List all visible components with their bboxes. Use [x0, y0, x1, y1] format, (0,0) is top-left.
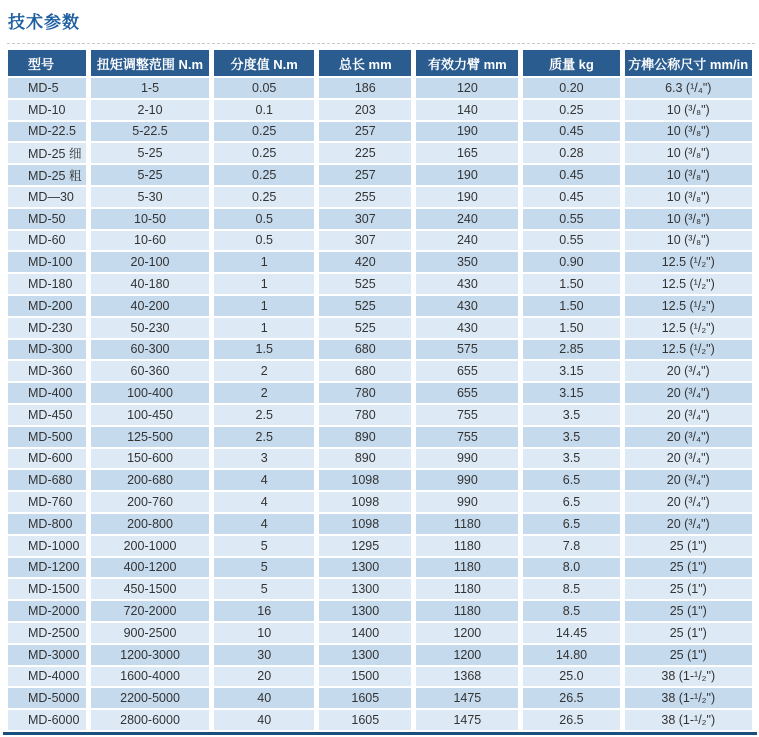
- model-cell: MD-500: [8, 427, 86, 447]
- column-header-3: 分度值 N.m: [214, 50, 314, 76]
- value-cell: 1180: [416, 536, 518, 556]
- header-row: [8, 50, 752, 76]
- value-cell: 780: [319, 405, 411, 425]
- value-cell: 0.55: [523, 231, 619, 251]
- value-cell: 5-25: [91, 143, 209, 163]
- value-cell: 10 (³/₈"): [625, 231, 753, 251]
- value-cell: 190: [416, 187, 518, 207]
- value-cell: 1098: [319, 470, 411, 490]
- value-cell: 20 (³/₄"): [625, 405, 753, 425]
- value-cell: 0.90: [523, 252, 619, 272]
- value-cell: 4: [214, 470, 314, 490]
- value-cell: 0.25: [214, 143, 314, 163]
- value-cell: 257: [319, 122, 411, 142]
- table-row: [8, 209, 752, 229]
- value-cell: 60-300: [91, 340, 209, 360]
- table-row: [8, 165, 752, 185]
- value-cell: 255: [319, 187, 411, 207]
- value-cell: 307: [319, 209, 411, 229]
- model-cell: MD-760: [8, 492, 86, 512]
- value-cell: 1300: [319, 601, 411, 621]
- model-cell: MD-1200: [8, 558, 86, 578]
- value-cell: 25 (1"): [625, 645, 753, 665]
- value-cell: 6.5: [523, 470, 619, 490]
- value-cell: 6.3 (¹/₄"): [625, 78, 753, 98]
- value-cell: 12.5 (¹/₂"): [625, 252, 753, 272]
- model-cell: MD-230: [8, 318, 86, 338]
- table-row: [8, 405, 752, 425]
- value-cell: 0.5: [214, 209, 314, 229]
- table-row: [8, 470, 752, 490]
- table-row: [8, 645, 752, 665]
- value-cell: 0.45: [523, 165, 619, 185]
- table-row: [8, 100, 752, 120]
- column-header-6: 质量 kg: [523, 50, 619, 76]
- value-cell: 190: [416, 165, 518, 185]
- column-header-5: 有效力臂 mm: [416, 50, 518, 76]
- value-cell: 26.5: [523, 710, 619, 730]
- value-cell: 20 (³/₄"): [625, 514, 753, 534]
- value-cell: 990: [416, 470, 518, 490]
- model-cell: MD-22.5: [8, 122, 86, 142]
- value-cell: 7.8: [523, 536, 619, 556]
- model-cell: MD-300: [8, 340, 86, 360]
- value-cell: 26.5: [523, 688, 619, 708]
- value-cell: 1098: [319, 492, 411, 512]
- model-cell: MD-1000: [8, 536, 86, 556]
- value-cell: 20 (³/₄"): [625, 470, 753, 490]
- value-cell: 20-100: [91, 252, 209, 272]
- table-row: [8, 143, 752, 163]
- value-cell: 100-400: [91, 383, 209, 403]
- model-cell: MD—30: [8, 187, 86, 207]
- value-cell: 10 (³/₈"): [625, 143, 753, 163]
- value-cell: 680: [319, 361, 411, 381]
- value-cell: 1475: [416, 688, 518, 708]
- spec-table: [3, 48, 757, 735]
- model-cell: MD-5: [8, 78, 86, 98]
- value-cell: 0.05: [214, 78, 314, 98]
- value-cell: 200-760: [91, 492, 209, 512]
- value-cell: 1: [214, 296, 314, 316]
- value-cell: 100-450: [91, 405, 209, 425]
- value-cell: 0.28: [523, 143, 619, 163]
- value-cell: 655: [416, 361, 518, 381]
- value-cell: 20 (³/₄"): [625, 492, 753, 512]
- value-cell: 5-22.5: [91, 122, 209, 142]
- column-header-1: 型号: [8, 50, 86, 76]
- table-row: [8, 383, 752, 403]
- value-cell: 525: [319, 318, 411, 338]
- model-cell: MD-6000: [8, 710, 86, 730]
- value-cell: 5: [214, 579, 314, 599]
- model-cell: MD-10: [8, 100, 86, 120]
- value-cell: 0.25: [214, 165, 314, 185]
- value-cell: 780: [319, 383, 411, 403]
- value-cell: 680: [319, 340, 411, 360]
- value-cell: 1.50: [523, 318, 619, 338]
- value-cell: 38 (1-¹/₂"): [625, 688, 753, 708]
- spec-table-head: [8, 50, 752, 76]
- value-cell: 990: [416, 449, 518, 469]
- value-cell: 38 (1-¹/₂"): [625, 710, 753, 730]
- value-cell: 0.25: [523, 100, 619, 120]
- value-cell: 5: [214, 558, 314, 578]
- value-cell: 2.5: [214, 427, 314, 447]
- column-header-2: 扭矩调整范围 N.m: [91, 50, 209, 76]
- value-cell: 2: [214, 383, 314, 403]
- value-cell: 450-1500: [91, 579, 209, 599]
- value-cell: 0.1: [214, 100, 314, 120]
- value-cell: 1200-3000: [91, 645, 209, 665]
- table-row: [8, 231, 752, 251]
- table-row: [8, 274, 752, 294]
- value-cell: 1368: [416, 667, 518, 687]
- value-cell: 1605: [319, 688, 411, 708]
- value-cell: 1475: [416, 710, 518, 730]
- value-cell: 1.5: [214, 340, 314, 360]
- value-cell: 0.25: [214, 122, 314, 142]
- value-cell: 1200: [416, 645, 518, 665]
- value-cell: 890: [319, 427, 411, 447]
- model-cell: MD-4000: [8, 667, 86, 687]
- column-header-7: 方榫公称尺寸 mm/in: [625, 50, 753, 76]
- value-cell: 890: [319, 449, 411, 469]
- value-cell: 1300: [319, 558, 411, 578]
- value-cell: 14.80: [523, 645, 619, 665]
- value-cell: 200-1000: [91, 536, 209, 556]
- table-row: [8, 710, 752, 730]
- value-cell: 6.5: [523, 492, 619, 512]
- value-cell: 1605: [319, 710, 411, 730]
- value-cell: 400-1200: [91, 558, 209, 578]
- value-cell: 1400: [319, 623, 411, 643]
- value-cell: 30: [214, 645, 314, 665]
- value-cell: 190: [416, 122, 518, 142]
- value-cell: 150-600: [91, 449, 209, 469]
- spec-table-body: [8, 78, 752, 730]
- table-row: [8, 623, 752, 643]
- value-cell: 0.45: [523, 122, 619, 142]
- value-cell: 140: [416, 100, 518, 120]
- value-cell: 1.50: [523, 296, 619, 316]
- value-cell: 3.15: [523, 361, 619, 381]
- model-cell: MD-5000: [8, 688, 86, 708]
- model-cell: MD-180: [8, 274, 86, 294]
- value-cell: 430: [416, 318, 518, 338]
- value-cell: 20 (³/₄"): [625, 449, 753, 469]
- value-cell: 1180: [416, 558, 518, 578]
- value-cell: 720-2000: [91, 601, 209, 621]
- model-cell: MD-360: [8, 361, 86, 381]
- value-cell: 755: [416, 405, 518, 425]
- value-cell: 6.5: [523, 514, 619, 534]
- value-cell: 1098: [319, 514, 411, 534]
- value-cell: 10 (³/₈"): [625, 165, 753, 185]
- value-cell: 990: [416, 492, 518, 512]
- value-cell: 50-230: [91, 318, 209, 338]
- model-cell: MD-400: [8, 383, 86, 403]
- page-title: 技术参数: [8, 13, 80, 32]
- value-cell: 10-60: [91, 231, 209, 251]
- value-cell: 0.55: [523, 209, 619, 229]
- value-cell: 900-2500: [91, 623, 209, 643]
- value-cell: 1500: [319, 667, 411, 687]
- table-row: [8, 558, 752, 578]
- table-row: [8, 252, 752, 272]
- value-cell: 14.45: [523, 623, 619, 643]
- value-cell: 25 (1"): [625, 558, 753, 578]
- value-cell: 420: [319, 252, 411, 272]
- table-row: [8, 449, 752, 469]
- table-row: [8, 361, 752, 381]
- value-cell: 165: [416, 143, 518, 163]
- model-cell: MD-25 细: [8, 143, 86, 163]
- model-cell: MD-60: [8, 231, 86, 251]
- value-cell: 25 (1"): [625, 601, 753, 621]
- value-cell: 4: [214, 514, 314, 534]
- value-cell: 3.15: [523, 383, 619, 403]
- value-cell: 40-200: [91, 296, 209, 316]
- value-cell: 0.45: [523, 187, 619, 207]
- value-cell: 1180: [416, 514, 518, 534]
- value-cell: 240: [416, 209, 518, 229]
- model-cell: MD-3000: [8, 645, 86, 665]
- value-cell: 2: [214, 361, 314, 381]
- value-cell: 5-25: [91, 165, 209, 185]
- value-cell: 25 (1"): [625, 623, 753, 643]
- value-cell: 240: [416, 231, 518, 251]
- table-row: [8, 122, 752, 142]
- value-cell: 1: [214, 252, 314, 272]
- value-cell: 10 (³/₈"): [625, 100, 753, 120]
- table-row: [8, 427, 752, 447]
- value-cell: 350: [416, 252, 518, 272]
- value-cell: 1200: [416, 623, 518, 643]
- table-row: [8, 492, 752, 512]
- value-cell: 16: [214, 601, 314, 621]
- value-cell: 2800-6000: [91, 710, 209, 730]
- model-cell: MD-50: [8, 209, 86, 229]
- value-cell: 12.5 (¹/₂"): [625, 274, 753, 294]
- value-cell: 25 (1"): [625, 579, 753, 599]
- value-cell: 38 (1-¹/₂"): [625, 667, 753, 687]
- value-cell: 20: [214, 667, 314, 687]
- value-cell: 200-800: [91, 514, 209, 534]
- value-cell: 1295: [319, 536, 411, 556]
- value-cell: 10-50: [91, 209, 209, 229]
- value-cell: 10 (³/₈"): [625, 187, 753, 207]
- model-cell: MD-25 粗: [8, 165, 86, 185]
- value-cell: 225: [319, 143, 411, 163]
- value-cell: 12.5 (¹/₂"): [625, 340, 753, 360]
- value-cell: 2.5: [214, 405, 314, 425]
- value-cell: 430: [416, 274, 518, 294]
- value-cell: 20 (³/₄"): [625, 427, 753, 447]
- value-cell: 10: [214, 623, 314, 643]
- value-cell: 186: [319, 78, 411, 98]
- value-cell: 8.5: [523, 579, 619, 599]
- model-cell: MD-600: [8, 449, 86, 469]
- value-cell: 1180: [416, 601, 518, 621]
- value-cell: 5-30: [91, 187, 209, 207]
- value-cell: 25.0: [523, 667, 619, 687]
- value-cell: 257: [319, 165, 411, 185]
- model-cell: MD-200: [8, 296, 86, 316]
- value-cell: 120: [416, 78, 518, 98]
- title-divider: [7, 43, 755, 44]
- value-cell: 200-680: [91, 470, 209, 490]
- column-header-4: 总长 mm: [319, 50, 411, 76]
- value-cell: 8.0: [523, 558, 619, 578]
- value-cell: 3.5: [523, 405, 619, 425]
- value-cell: 20 (³/₄"): [625, 361, 753, 381]
- table-row: [8, 296, 752, 316]
- value-cell: 525: [319, 274, 411, 294]
- value-cell: 125-500: [91, 427, 209, 447]
- value-cell: 8.5: [523, 601, 619, 621]
- table-row: [8, 688, 752, 708]
- model-cell: MD-1500: [8, 579, 86, 599]
- table-row: [8, 601, 752, 621]
- value-cell: 40: [214, 688, 314, 708]
- value-cell: 20 (³/₄"): [625, 383, 753, 403]
- model-cell: MD-2500: [8, 623, 86, 643]
- model-cell: MD-800: [8, 514, 86, 534]
- value-cell: 3: [214, 449, 314, 469]
- value-cell: 2200-5000: [91, 688, 209, 708]
- value-cell: 12.5 (¹/₂"): [625, 296, 753, 316]
- value-cell: 4: [214, 492, 314, 512]
- value-cell: 1.50: [523, 274, 619, 294]
- value-cell: 1180: [416, 579, 518, 599]
- value-cell: 525: [319, 296, 411, 316]
- table-row: [8, 187, 752, 207]
- value-cell: 40-180: [91, 274, 209, 294]
- value-cell: 2.85: [523, 340, 619, 360]
- table-row: [8, 514, 752, 534]
- value-cell: 1300: [319, 645, 411, 665]
- value-cell: 575: [416, 340, 518, 360]
- value-cell: 1300: [319, 579, 411, 599]
- value-cell: 307: [319, 231, 411, 251]
- table-row: [8, 78, 752, 98]
- value-cell: 430: [416, 296, 518, 316]
- value-cell: 655: [416, 383, 518, 403]
- value-cell: 2-10: [91, 100, 209, 120]
- value-cell: 3.5: [523, 449, 619, 469]
- value-cell: 3.5: [523, 427, 619, 447]
- table-row: [8, 579, 752, 599]
- value-cell: 1600-4000: [91, 667, 209, 687]
- value-cell: 40: [214, 710, 314, 730]
- value-cell: 1-5: [91, 78, 209, 98]
- model-cell: MD-450: [8, 405, 86, 425]
- value-cell: 10 (³/₈"): [625, 122, 753, 142]
- value-cell: 25 (1"): [625, 536, 753, 556]
- value-cell: 10 (³/₈"): [625, 209, 753, 229]
- value-cell: 1: [214, 318, 314, 338]
- table-row: [8, 536, 752, 556]
- value-cell: 203: [319, 100, 411, 120]
- value-cell: 60-360: [91, 361, 209, 381]
- value-cell: 1: [214, 274, 314, 294]
- value-cell: 0.25: [214, 187, 314, 207]
- value-cell: 755: [416, 427, 518, 447]
- table-row: [8, 340, 752, 360]
- value-cell: 0.20: [523, 78, 619, 98]
- value-cell: 12.5 (¹/₂"): [625, 318, 753, 338]
- model-cell: MD-2000: [8, 601, 86, 621]
- value-cell: 0.5: [214, 231, 314, 251]
- model-cell: MD-100: [8, 252, 86, 272]
- model-cell: MD-680: [8, 470, 86, 490]
- value-cell: 5: [214, 536, 314, 556]
- table-row: [8, 318, 752, 338]
- table-row: [8, 667, 752, 687]
